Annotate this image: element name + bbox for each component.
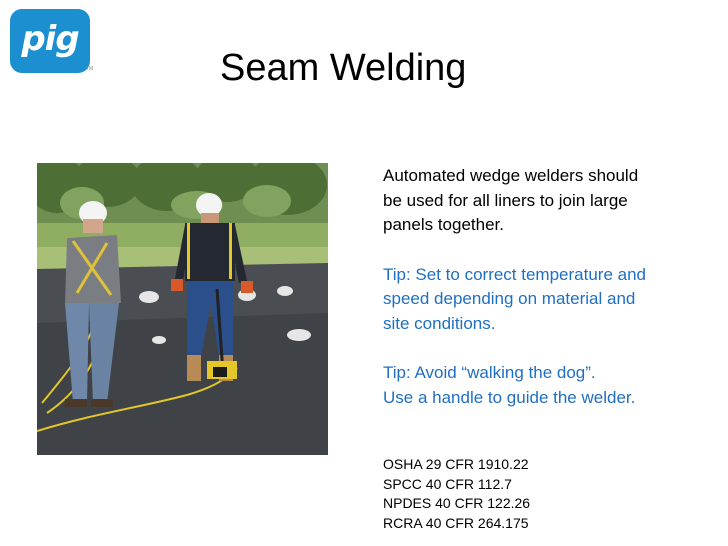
tip-line: Tip: Set to correct temperature and [383, 264, 646, 284]
regulation-references [383, 455, 530, 533]
intro-line: Automated wedge welders should [383, 166, 639, 185]
seam-welding-photo [37, 163, 328, 455]
tip-line: site conditions. [383, 313, 496, 333]
slide-title: Seam Welding [220, 47, 467, 89]
tip-line: speed depending on material and [383, 289, 636, 308]
intro-paragraph [383, 164, 713, 238]
reference-item: RCRA 40 CFR 264.175 [383, 514, 529, 531]
tip-walking-the-dog [383, 361, 713, 410]
intro-line: be used for all liners to join large [383, 190, 628, 210]
logo-text: pig [21, 19, 79, 59]
reference-item: NPDES 40 CFR 122.26 [383, 495, 531, 511]
intro-line: panels together. [383, 215, 504, 234]
reference-item: SPCC 40 CFR 112.7 [383, 475, 512, 492]
tip-temperature [383, 263, 713, 337]
trademark-mark: TM [86, 66, 94, 72]
body-text [383, 164, 713, 435]
tip-line: Tip: Avoid “walking the dog”. [383, 363, 596, 382]
tip-line: Use a handle to guide the welder. [383, 387, 636, 407]
brand-logo [10, 9, 90, 73]
reference-item: OSHA 29 CFR 1910.22 [383, 456, 529, 472]
